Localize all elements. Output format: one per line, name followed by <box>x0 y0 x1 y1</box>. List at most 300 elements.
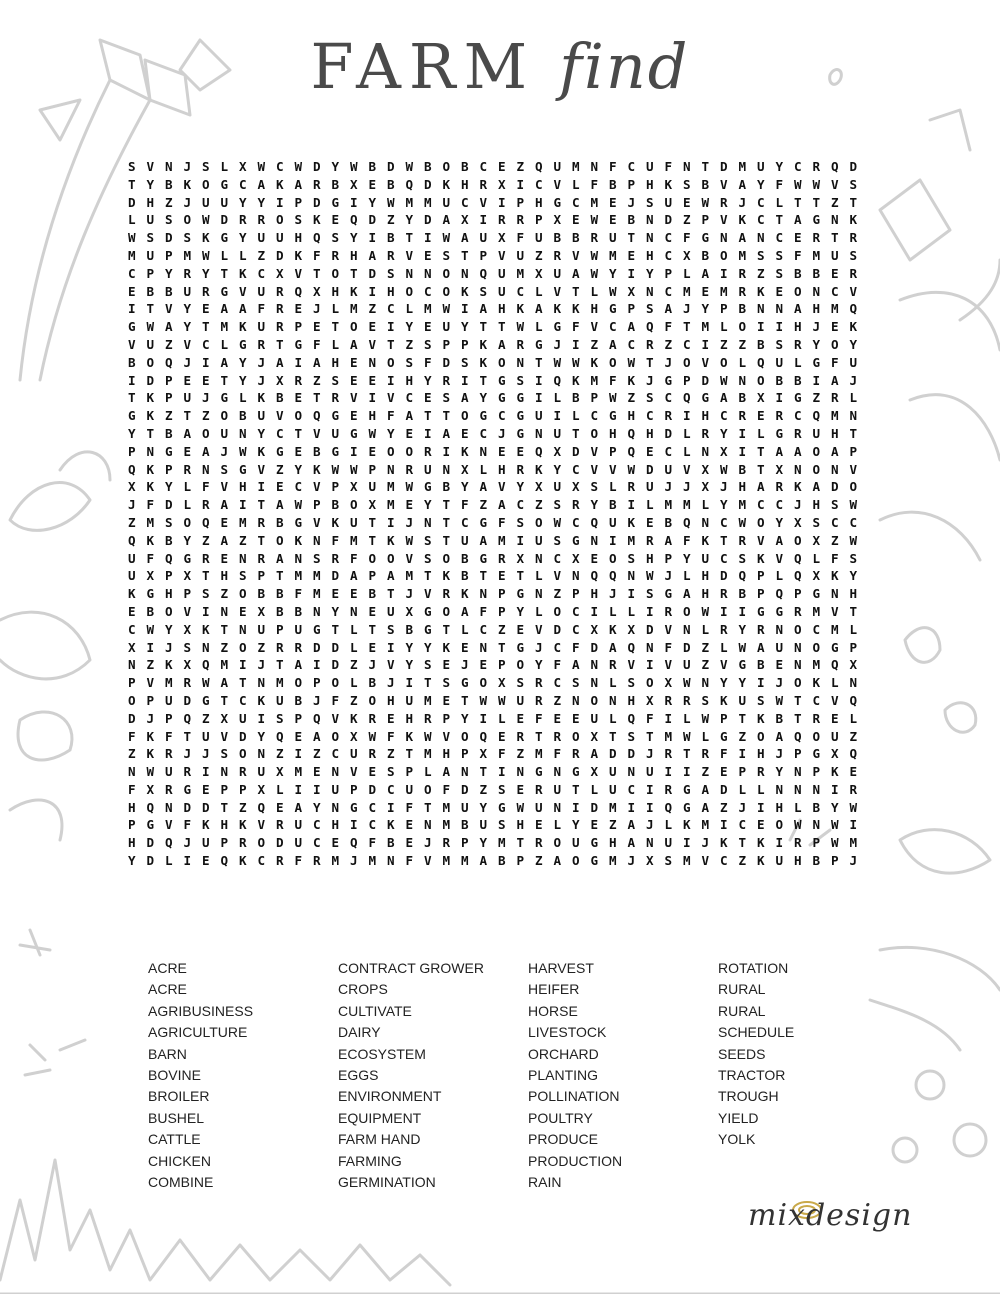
grid-cell[interactable]: P <box>461 746 469 762</box>
grid-cell[interactable]: W <box>479 692 488 708</box>
grid-cell[interactable]: Z <box>202 532 210 548</box>
grid-cell[interactable]: L <box>609 479 617 495</box>
grid-cell[interactable]: N <box>831 212 839 228</box>
grid-cell[interactable]: I <box>257 479 266 495</box>
grid-cell[interactable]: U <box>664 835 673 851</box>
grid-cell[interactable]: Z <box>479 497 488 513</box>
grid-cell[interactable]: E <box>572 212 580 228</box>
grid-cell[interactable]: T <box>257 497 266 513</box>
grid-cell[interactable]: H <box>239 479 247 495</box>
grid-cell[interactable]: D <box>849 159 858 174</box>
grid-cell[interactable]: E <box>516 710 525 726</box>
grid-cell[interactable]: Q <box>220 853 229 869</box>
grid-cell[interactable]: M <box>701 817 710 833</box>
grid-cell[interactable]: O <box>498 354 506 370</box>
grid-cell[interactable]: C <box>720 853 728 869</box>
grid-cell[interactable]: C <box>479 621 488 637</box>
grid-cell[interactable]: N <box>387 853 395 869</box>
grid-cell[interactable]: E <box>294 443 303 459</box>
grid-cell[interactable]: T <box>313 265 321 281</box>
grid-cell[interactable]: K <box>146 479 155 495</box>
grid-cell[interactable]: Y <box>368 194 377 210</box>
grid-cell[interactable]: I <box>387 799 395 815</box>
grid-cell[interactable]: B <box>701 247 710 263</box>
grid-cell[interactable]: T <box>220 621 229 637</box>
grid-cell[interactable]: F <box>128 728 136 744</box>
grid-cell[interactable]: B <box>498 853 506 869</box>
grid-cell[interactable]: S <box>701 692 710 708</box>
grid-cell[interactable]: W <box>239 443 247 459</box>
grid-cell[interactable]: A <box>387 568 395 584</box>
grid-cell[interactable]: V <box>239 283 247 299</box>
grid-cell[interactable]: X <box>461 212 469 228</box>
grid-cell[interactable]: H <box>368 408 377 424</box>
grid-cell[interactable]: I <box>720 265 728 281</box>
grid-cell[interactable]: N <box>424 265 432 281</box>
grid-cell[interactable]: N <box>202 461 210 477</box>
grid-cell[interactable]: S <box>775 336 784 352</box>
grid-cell[interactable]: J <box>183 746 192 762</box>
grid-cell[interactable]: U <box>535 532 543 548</box>
grid-cell[interactable]: G <box>331 194 340 210</box>
grid-cell[interactable]: R <box>738 265 747 281</box>
grid-cell[interactable]: W <box>202 212 210 228</box>
grid-cell[interactable]: K <box>461 586 469 602</box>
grid-cell[interactable]: Y <box>572 817 580 833</box>
grid-cell[interactable]: K <box>313 212 321 228</box>
grid-cell[interactable]: B <box>313 443 321 459</box>
grid-cell[interactable]: T <box>775 212 784 228</box>
grid-cell[interactable]: E <box>350 408 358 424</box>
grid-cell[interactable]: S <box>146 230 155 246</box>
grid-cell[interactable]: X <box>461 461 469 477</box>
grid-cell[interactable]: L <box>683 568 691 584</box>
grid-cell[interactable]: T <box>350 265 358 281</box>
grid-cell[interactable]: F <box>294 853 303 869</box>
grid-cell[interactable]: Q <box>627 639 636 655</box>
grid-cell[interactable]: U <box>202 835 210 851</box>
grid-cell[interactable]: T <box>738 710 747 726</box>
grid-cell[interactable]: B <box>794 265 802 281</box>
grid-cell[interactable]: Q <box>405 176 414 192</box>
grid-cell[interactable]: T <box>738 835 747 851</box>
grid-cell[interactable]: O <box>276 532 284 548</box>
grid-cell[interactable]: N <box>683 621 691 637</box>
grid-cell[interactable]: Z <box>350 692 358 708</box>
grid-cell[interactable]: P <box>498 603 506 619</box>
grid-cell[interactable]: Z <box>701 657 710 673</box>
grid-cell[interactable]: I <box>535 390 543 406</box>
grid-cell[interactable]: E <box>442 657 451 673</box>
grid-cell[interactable]: P <box>479 247 488 263</box>
grid-cell[interactable]: T <box>646 354 654 370</box>
grid-cell[interactable]: D <box>146 835 155 851</box>
grid-cell[interactable]: Z <box>350 657 358 673</box>
grid-cell[interactable]: Z <box>313 372 321 388</box>
grid-cell[interactable]: A <box>794 301 802 317</box>
grid-cell[interactable]: H <box>590 301 599 317</box>
grid-cell[interactable]: V <box>368 336 377 352</box>
grid-cell[interactable]: W <box>849 799 858 815</box>
grid-cell[interactable]: E <box>424 247 432 263</box>
grid-cell[interactable]: R <box>720 621 728 637</box>
grid-cell[interactable]: T <box>461 247 469 263</box>
grid-cell[interactable]: R <box>498 212 506 228</box>
grid-cell[interactable]: I <box>609 532 617 548</box>
grid-cell[interactable]: U <box>664 194 673 210</box>
grid-cell[interactable]: U <box>479 230 488 246</box>
grid-cell[interactable]: F <box>498 746 506 762</box>
grid-cell[interactable]: J <box>849 853 858 869</box>
grid-cell[interactable]: H <box>165 586 173 602</box>
grid-cell[interactable]: R <box>664 603 673 619</box>
grid-cell[interactable]: G <box>831 639 839 655</box>
grid-cell[interactable]: D <box>220 212 229 228</box>
grid-cell[interactable]: T <box>257 532 266 548</box>
grid-cell[interactable]: Y <box>461 479 469 495</box>
grid-cell[interactable]: R <box>257 514 266 530</box>
grid-cell[interactable]: Y <box>775 514 784 530</box>
grid-cell[interactable]: B <box>368 586 377 602</box>
grid-cell[interactable]: A <box>294 799 303 815</box>
grid-cell[interactable]: I <box>239 497 247 513</box>
grid-cell[interactable]: R <box>183 675 192 691</box>
grid-cell[interactable]: E <box>461 425 469 441</box>
grid-cell[interactable]: E <box>350 586 358 602</box>
grid-cell[interactable]: N <box>331 764 340 780</box>
grid-cell[interactable]: M <box>738 159 747 174</box>
grid-cell[interactable]: Q <box>738 568 747 584</box>
grid-cell[interactable]: U <box>590 710 599 726</box>
grid-cell[interactable]: U <box>128 568 136 584</box>
grid-cell[interactable]: G <box>535 764 543 780</box>
grid-cell[interactable]: N <box>646 230 654 246</box>
grid-cell[interactable]: H <box>646 176 654 192</box>
grid-cell[interactable]: T <box>424 799 432 815</box>
grid-cell[interactable]: T <box>572 781 580 797</box>
grid-cell[interactable]: I <box>276 194 284 210</box>
grid-cell[interactable]: R <box>165 746 173 762</box>
grid-cell[interactable]: G <box>683 799 691 815</box>
grid-cell[interactable]: R <box>368 746 377 762</box>
grid-cell[interactable]: I <box>368 283 377 299</box>
grid-cell[interactable]: P <box>590 390 599 406</box>
grid-cell[interactable]: C <box>572 621 580 637</box>
grid-cell[interactable]: S <box>331 230 340 246</box>
grid-cell[interactable]: F <box>387 408 395 424</box>
grid-cell[interactable]: O <box>461 728 469 744</box>
grid-cell[interactable]: A <box>572 657 580 673</box>
grid-cell[interactable]: O <box>516 657 525 673</box>
grid-cell[interactable]: Q <box>627 710 636 726</box>
grid-cell[interactable]: U <box>775 639 784 655</box>
grid-cell[interactable]: C <box>609 319 617 335</box>
grid-cell[interactable]: J <box>202 746 210 762</box>
grid-cell[interactable]: B <box>572 230 580 246</box>
grid-cell[interactable]: I <box>683 764 691 780</box>
grid-cell[interactable]: X <box>498 230 506 246</box>
grid-cell[interactable]: N <box>701 443 710 459</box>
grid-cell[interactable]: M <box>664 497 673 513</box>
grid-cell[interactable]: K <box>535 461 543 477</box>
grid-cell[interactable]: V <box>220 479 229 495</box>
grid-cell[interactable]: K <box>257 390 266 406</box>
grid-cell[interactable]: V <box>165 301 173 317</box>
grid-cell[interactable]: R <box>498 550 506 566</box>
grid-cell[interactable]: V <box>165 817 173 833</box>
grid-cell[interactable]: I <box>350 194 358 210</box>
grid-cell[interactable]: K <box>794 479 802 495</box>
grid-cell[interactable]: N <box>701 514 710 530</box>
grid-cell[interactable]: N <box>849 675 858 691</box>
grid-cell[interactable]: X <box>590 621 599 637</box>
grid-cell[interactable]: S <box>553 532 562 548</box>
grid-cell[interactable]: X <box>572 479 580 495</box>
grid-cell[interactable]: Y <box>165 265 173 281</box>
grid-cell[interactable]: P <box>442 336 451 352</box>
grid-cell[interactable]: B <box>387 835 395 851</box>
grid-cell[interactable]: D <box>590 799 599 815</box>
grid-cell[interactable]: N <box>461 265 469 281</box>
grid-cell[interactable]: I <box>368 230 377 246</box>
grid-cell[interactable]: R <box>239 212 247 228</box>
grid-cell[interactable]: R <box>405 461 414 477</box>
grid-cell[interactable]: S <box>498 781 506 797</box>
grid-cell[interactable]: R <box>276 283 284 299</box>
grid-cell[interactable]: H <box>442 746 451 762</box>
grid-cell[interactable]: R <box>165 781 173 797</box>
grid-cell[interactable]: F <box>609 372 617 388</box>
grid-cell[interactable]: Z <box>128 514 136 530</box>
grid-cell[interactable]: P <box>720 301 728 317</box>
grid-cell[interactable]: B <box>701 176 710 192</box>
grid-cell[interactable]: E <box>461 639 469 655</box>
grid-cell[interactable]: R <box>442 586 451 602</box>
grid-cell[interactable]: M <box>461 853 469 869</box>
grid-cell[interactable]: N <box>165 159 173 174</box>
grid-cell[interactable]: X <box>220 710 229 726</box>
grid-cell[interactable]: K <box>202 817 210 833</box>
grid-cell[interactable]: A <box>775 532 784 548</box>
grid-cell[interactable]: C <box>516 283 525 299</box>
grid-cell[interactable]: J <box>627 194 636 210</box>
grid-cell[interactable]: Q <box>627 425 636 441</box>
grid-cell[interactable]: C <box>572 603 580 619</box>
grid-cell[interactable]: X <box>812 532 821 548</box>
grid-cell[interactable]: E <box>775 283 784 299</box>
grid-cell[interactable]: Q <box>683 514 691 530</box>
grid-cell[interactable]: F <box>553 657 562 673</box>
grid-cell[interactable]: R <box>183 461 192 477</box>
grid-cell[interactable]: J <box>424 835 432 851</box>
grid-cell[interactable]: U <box>572 835 580 851</box>
grid-cell[interactable]: B <box>442 479 451 495</box>
grid-cell[interactable]: C <box>461 194 469 210</box>
grid-cell[interactable]: G <box>498 372 506 388</box>
grid-cell[interactable]: T <box>646 728 654 744</box>
grid-cell[interactable]: N <box>720 230 728 246</box>
grid-cell[interactable]: U <box>146 247 155 263</box>
grid-cell[interactable]: V <box>720 212 728 228</box>
grid-cell[interactable]: I <box>775 390 784 406</box>
grid-cell[interactable]: O <box>387 550 395 566</box>
grid-cell[interactable]: G <box>424 603 432 619</box>
grid-cell[interactable]: L <box>701 497 710 513</box>
grid-cell[interactable]: F <box>183 817 192 833</box>
grid-cell[interactable]: O <box>757 728 765 744</box>
grid-cell[interactable]: A <box>442 212 451 228</box>
grid-cell[interactable]: M <box>609 799 617 815</box>
grid-cell[interactable]: S <box>646 301 654 317</box>
grid-cell[interactable]: G <box>128 319 136 335</box>
grid-cell[interactable]: H <box>220 568 229 584</box>
grid-cell[interactable]: G <box>461 675 469 691</box>
grid-cell[interactable]: T <box>461 692 469 708</box>
grid-cell[interactable]: G <box>572 764 580 780</box>
grid-cell[interactable]: U <box>553 781 562 797</box>
grid-cell[interactable]: P <box>664 550 673 566</box>
grid-cell[interactable]: W <box>720 372 728 388</box>
grid-cell[interactable]: N <box>516 354 525 370</box>
grid-cell[interactable]: H <box>387 692 395 708</box>
grid-cell[interactable]: L <box>535 283 543 299</box>
grid-cell[interactable]: P <box>812 835 821 851</box>
grid-cell[interactable]: V <box>220 728 229 744</box>
grid-cell[interactable]: I <box>387 514 395 530</box>
grid-cell[interactable]: T <box>794 710 802 726</box>
grid-cell[interactable]: Z <box>220 586 229 602</box>
grid-cell[interactable]: C <box>664 230 673 246</box>
grid-cell[interactable]: S <box>683 176 691 192</box>
grid-cell[interactable]: D <box>442 354 451 370</box>
grid-cell[interactable]: O <box>646 675 654 691</box>
grid-cell[interactable]: A <box>442 764 451 780</box>
grid-cell[interactable]: L <box>590 781 599 797</box>
grid-cell[interactable]: M <box>220 657 229 673</box>
grid-cell[interactable]: Z <box>479 781 488 797</box>
grid-cell[interactable]: I <box>202 764 210 780</box>
grid-cell[interactable]: Y <box>461 319 469 335</box>
grid-cell[interactable]: I <box>479 212 488 228</box>
grid-cell[interactable]: N <box>442 461 451 477</box>
grid-cell[interactable]: R <box>609 657 617 673</box>
grid-cell[interactable]: Q <box>313 710 321 726</box>
grid-cell[interactable]: G <box>220 390 229 406</box>
grid-cell[interactable]: X <box>553 212 562 228</box>
grid-cell[interactable]: L <box>609 603 617 619</box>
grid-cell[interactable]: J <box>146 710 155 726</box>
grid-cell[interactable]: M <box>590 372 599 388</box>
grid-cell[interactable]: N <box>812 283 821 299</box>
grid-cell[interactable]: E <box>294 728 303 744</box>
grid-cell[interactable]: S <box>387 764 395 780</box>
grid-cell[interactable]: A <box>313 728 321 744</box>
grid-cell[interactable]: R <box>775 479 784 495</box>
grid-cell[interactable]: F <box>313 247 321 263</box>
grid-cell[interactable]: L <box>738 354 747 370</box>
grid-cell[interactable]: M <box>720 283 728 299</box>
grid-cell[interactable]: K <box>627 372 636 388</box>
grid-cell[interactable]: O <box>794 283 802 299</box>
grid-cell[interactable]: Y <box>516 603 525 619</box>
grid-cell[interactable]: E <box>535 817 543 833</box>
grid-cell[interactable]: N <box>590 657 599 673</box>
grid-cell[interactable]: N <box>257 675 266 691</box>
grid-cell[interactable]: K <box>720 835 728 851</box>
grid-cell[interactable]: Y <box>313 799 321 815</box>
grid-cell[interactable]: U <box>609 514 617 530</box>
grid-cell[interactable]: R <box>701 425 710 441</box>
grid-cell[interactable]: P <box>128 817 136 833</box>
grid-cell[interactable]: E <box>368 639 377 655</box>
grid-cell[interactable]: B <box>757 657 765 673</box>
grid-cell[interactable]: T <box>627 230 636 246</box>
grid-cell[interactable]: C <box>757 497 765 513</box>
grid-cell[interactable]: G <box>479 408 488 424</box>
grid-cell[interactable]: K <box>572 301 580 317</box>
grid-cell[interactable]: S <box>424 550 432 566</box>
grid-cell[interactable]: T <box>146 301 155 317</box>
grid-cell[interactable]: N <box>165 799 173 815</box>
grid-cell[interactable]: A <box>664 532 673 548</box>
grid-cell[interactable]: Z <box>535 853 543 869</box>
grid-cell[interactable]: U <box>609 764 617 780</box>
grid-cell[interactable]: R <box>553 247 562 263</box>
grid-cell[interactable]: D <box>627 746 636 762</box>
grid-cell[interactable]: Z <box>757 265 765 281</box>
grid-cell[interactable]: G <box>516 639 525 655</box>
grid-cell[interactable]: O <box>424 781 432 797</box>
grid-cell[interactable]: B <box>331 497 340 513</box>
grid-cell[interactable]: Y <box>720 675 728 691</box>
grid-cell[interactable]: N <box>220 764 229 780</box>
grid-cell[interactable]: H <box>831 425 839 441</box>
grid-cell[interactable]: Q <box>128 461 136 477</box>
grid-cell[interactable]: V <box>257 461 266 477</box>
grid-cell[interactable]: F <box>831 354 839 370</box>
grid-cell[interactable]: V <box>498 479 506 495</box>
grid-cell[interactable]: G <box>701 230 710 246</box>
grid-cell[interactable]: V <box>757 532 765 548</box>
grid-cell[interactable]: O <box>331 675 340 691</box>
grid-cell[interactable]: Y <box>479 835 488 851</box>
grid-cell[interactable]: C <box>202 336 210 352</box>
grid-cell[interactable]: K <box>609 621 617 637</box>
grid-cell[interactable]: T <box>424 408 432 424</box>
grid-cell[interactable]: H <box>812 301 821 317</box>
grid-cell[interactable]: X <box>368 497 377 513</box>
grid-cell[interactable]: Z <box>535 497 543 513</box>
grid-cell[interactable]: N <box>627 568 636 584</box>
grid-cell[interactable]: M <box>387 497 395 513</box>
grid-cell[interactable]: B <box>609 497 617 513</box>
grid-cell[interactable]: D <box>609 746 617 762</box>
grid-cell[interactable]: X <box>646 853 654 869</box>
grid-cell[interactable]: D <box>183 799 192 815</box>
grid-cell[interactable]: C <box>368 817 377 833</box>
grid-cell[interactable]: E <box>590 817 599 833</box>
grid-cell[interactable]: P <box>239 781 247 797</box>
grid-cell[interactable]: N <box>849 408 858 424</box>
grid-cell[interactable]: G <box>664 372 673 388</box>
grid-cell[interactable]: W <box>849 532 858 548</box>
grid-cell[interactable]: N <box>775 301 784 317</box>
grid-cell[interactable]: Y <box>738 621 747 637</box>
grid-cell[interactable]: U <box>498 283 506 299</box>
grid-cell[interactable]: L <box>664 817 673 833</box>
grid-cell[interactable]: C <box>479 159 488 174</box>
grid-cell[interactable]: U <box>664 461 673 477</box>
